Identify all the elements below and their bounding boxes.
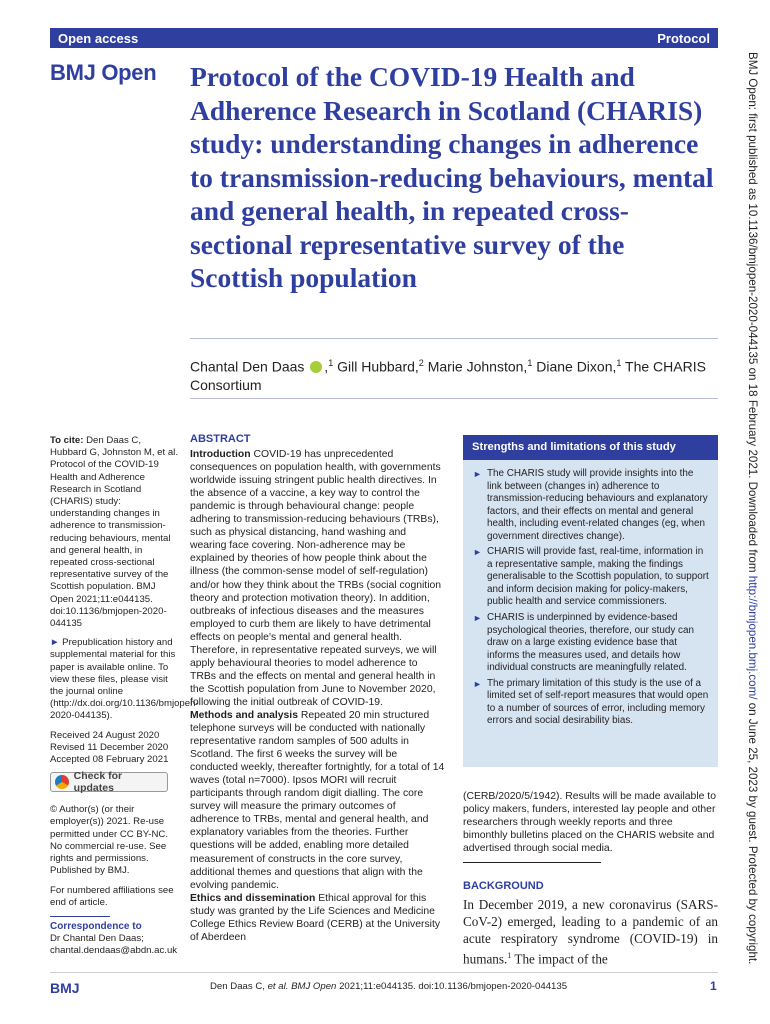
revised-date: Revised 11 December 2020 [50, 741, 169, 753]
citation-note [50, 435, 180, 630]
author-name[interactable]: The CHARIS Consortium [190, 358, 706, 393]
open-access-label: Open access [58, 30, 139, 46]
abstract-heading: ABSTRACT [190, 433, 251, 445]
triangle-bullet-icon: ► [473, 678, 482, 689]
check-for-updates-button[interactable]: Check for updates [50, 772, 168, 792]
abstract-introduction: Introduction COVID-19 has unprecedented consequences on population health, with governments worldwide issuing stringent public health directives. In the absence of a vaccine, a key way to control the pandemic is through behavioural change: people adhering to transmission-reducing behaviours (TRBs), such as physical distancing, hand washing and wearing face covering. Non-adherence may be explained by theories of how people think about the illness (the common-sense model of self-regulation) and/or how they think about the TRBs (social cognition theory and protection motivation theory). In addition, outbreaks of infectious diseases and the measures employed to curb them are likely to have detrimental effects on people's mental and general health. Therefore, in representative repeated surveys, we will apply behavioural theories to model adherence to TRBs and the effects on mental and general health in the Scottish population from June to November 2020, following the initial outbreak of COVID-19. [190, 449, 442, 708]
background-heading: BACKGROUND [463, 880, 544, 892]
triangle-bullet-icon: ► [473, 613, 482, 624]
triangle-bullet-icon: ► [473, 469, 482, 479]
article-sidebar [50, 435, 199, 958]
article-type-label: Protocol [657, 30, 710, 46]
author-name[interactable]: Chantal Den Daas [190, 358, 305, 375]
correspondence-name: Dr Chantal Den Daas; [50, 933, 144, 945]
author-list: Chantal Den Daas ,$^1$ Gill Hubbard,$^2$ Marie Johnston,$^1$ Diane Dixon,$^1$ The CHARIS Consortium [190, 358, 706, 393]
accepted-date: Accepted 08 February 2021 [50, 754, 169, 766]
correspondence-email[interactable]: chantal.dendaas@abdn.ac.uk [50, 945, 178, 957]
cite-label: To cite: [50, 435, 84, 446]
prepub-note: ► Prepublication history and supplemental material for this paper is available online. To view these files, please visit the journal online (http://dx.doi.org/10.1136/bmjopen-2020-044135). [50, 637, 199, 722]
list-item: ► CHARIS will provide fast, real-time, information in a representative sample, making the findings generalisable to the Scottish population, to support and inform decision making for policy-makers, public health and service commissioners. [473, 546, 709, 608]
received-date: Received 24 August 2020 [50, 729, 160, 741]
author-name[interactable]: Marie Johnston, [427, 358, 528, 375]
page-number: 1 [710, 979, 717, 993]
divider [463, 862, 601, 863]
vertical-download-notice: BMJ Open: first published as 10.1136/bmjopen-2020-044135 on 18 February 2021. Downloaded from http://bmjopen.bmj.com/ on June 25, 2023 by guest. Protected by copyright. [746, 52, 759, 965]
journal-logo[interactable]: BMJ Open [50, 60, 157, 85]
header-bar [50, 28, 718, 48]
abstract [190, 433, 445, 944]
abstract-continued: (CERB/2020/5/1942). Results will be made available to policy makers, funders, interested lay people and other researchers through weekly reports and three bimonthly bulletins placed on the CHARIS website and advertised through social media. [463, 791, 716, 855]
reference-link[interactable]: 1 [507, 951, 512, 960]
footer-citation: Den Daas C, et al. BMJ Open 2021;11:e044135. doi:10.1136/bmjopen-2020-044135 [210, 981, 568, 992]
list-item: ► CHARIS is underpinned by evidence-based psychological theories, therefore, our study can draw on a large existing evidence base that informs the measures used, and details how individual constructs are meaningfully related. [473, 612, 694, 674]
orcid-icon[interactable] [310, 361, 322, 373]
triangle-bullet-icon: ► [473, 547, 482, 558]
journal-url-link[interactable]: http://bmjopen.bmj.com/ [746, 575, 759, 700]
triangle-bullet-icon: ► [50, 637, 60, 649]
strengths-heading: Strengths and limitations of this study [463, 435, 718, 460]
author-name[interactable]: Gill Hubbard, [337, 358, 419, 375]
divider [50, 916, 110, 917]
list-item: ► The primary limitation of this study is the use of a limited set of self-report measures that would open to a number of sources of error, including memory errors and social desirability bias. [473, 677, 709, 727]
abstract-ethics: Ethics and dissemination Ethical approval for this study was granted by the Life Sciences and Medicine College Ethics Review Board (CERB) at the University of Aberdeen [190, 892, 441, 943]
bmj-footer-logo: BMJ [50, 980, 80, 996]
cite-text: Den Daas C, Hubbard G, Johnston M, et al. Protocol of the COVID-19 Health and Adherence Research in Scotland (CHARIS) study: understanding changes in adherence to transmission-reducing behaviours, mental and general health, in repeated cross-sectional representative survey of the Scottish population. BMJ Open 2021;11:e044135. doi:10.1136/bmjopen-2020-044135 [50, 435, 178, 630]
abstract-methods: Methods and analysis Repeated 20 min structured telephone surveys will be conducted with nationally representative random samples of 500 adults in Scotland. The first 6 weeks the survey will be conducted weekly, thereafter fortnightly, for a total of 14 waves (total n=7000). Ipsos MORI will recruit participants through random digit dialling. The core survey will measure the primary outcomes of adherence to TRBs, mental and general health, and explanatory variables from the theories. Further questions will be added, enabling more detailed measurement of constructs in the core survey, additional themes and questions that align with the evolving pandemic. [190, 709, 445, 891]
correspondence-heading: Correspondence to [50, 920, 142, 932]
article-title: Protocol of the COVID-19 Health and Adherence Research in Scotland (CHARIS) study: understanding changes in adherence to transmission-reducing behaviours, mental and general health, in repeated cross-sectional representative survey of the Scottish population [190, 61, 714, 293]
crossmark-icon [55, 775, 69, 789]
background-text: In December 2019, a new coronavirus (SARS-CoV-2) emerged, leading to a pandemic of an acute respiratory syndrome (COVID-19) in humans.$^1$ The impact of the [463, 897, 718, 967]
list-item: ► The CHARIS study will provide insights into the link between (changes in) adherence to transmission-reducing behaviours and explanatory factors, and their effects on mental and general health, including event-related changes (eg, when government directives change). [473, 468, 708, 542]
affiliations-note: For numbered affiliations see end of article. [50, 884, 174, 908]
divider [50, 972, 718, 973]
divider [190, 338, 718, 339]
divider [190, 398, 718, 399]
author-name[interactable]: Diane Dixon, [536, 358, 617, 375]
strengths-list [463, 460, 718, 728]
strengths-limitations-box [463, 435, 718, 767]
copyright-note: © Author(s) (or their employer(s)) 2021. Re-use permitted under CC BY-NC. No commercial re-use. See rights and permissions. Published by BMJ. [50, 804, 169, 877]
